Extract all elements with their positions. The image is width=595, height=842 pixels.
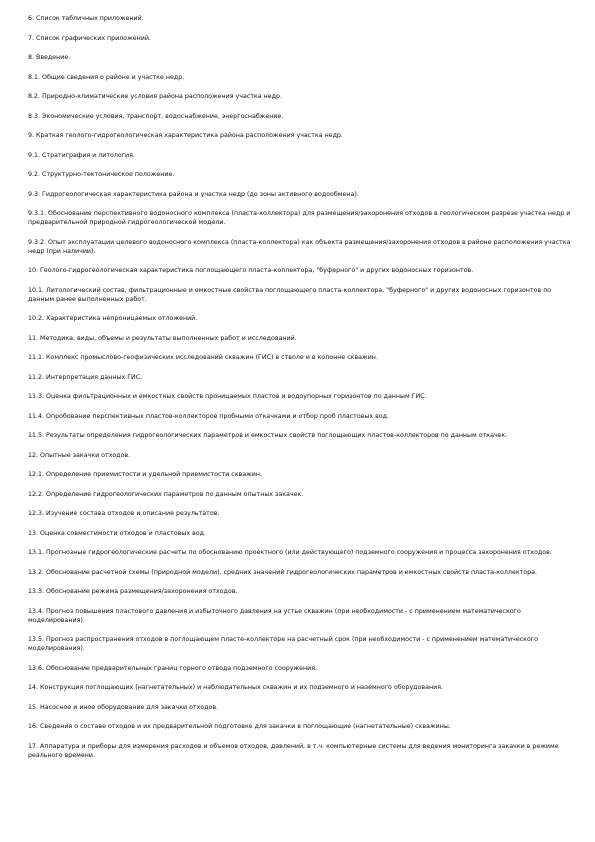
list-item: 13.2. Обоснование расчетной схемы (природной модели), средних значений гидрогеологических параметров и емкостных свойств пласта-коллектора.: [28, 568, 538, 576]
list-item: 7. Список графических приложений.: [28, 34, 151, 42]
list-item: 10.1. Литологический состав, фильтрационные и емкостные свойства поглощающего пласта-коллектора, "буферного" и других водоносных горизонтов по данным ранее выполненных работ.: [28, 286, 552, 303]
list-item: 8. Введение.: [28, 54, 71, 61]
list-item: 9.2. Структурно-тектоническое положение.: [28, 171, 175, 178]
list-item: 9. Краткая геолого-гидрогеологическая характеристика района расположения участка недр.: [28, 132, 343, 139]
list-item: 15. Насосное и иное оборудование для закачки отходов.: [28, 703, 219, 711]
list-item: 13.1. Прогнозные гидрогеологические расчеты по обоснованию проектного (или действующего) подземного сооружения и процесса захоронения отходов.: [28, 549, 552, 556]
list-item: 8.3. Экономические условия, транспорт, водоснабжение, энергоснабжение.: [28, 112, 284, 120]
list-item: 12.2. Определение гидрогеологических параметров по данным опытных закачек.: [28, 490, 304, 498]
list-item: 12.3. Изучение состава отходов и описание результатов.: [28, 510, 220, 517]
list-item: 13.6. Обоснование предварительных границ горного отвода подземного сооружения.: [28, 664, 318, 672]
list-item: 12.1. Определение приемистости и удельной приемистости скважин.: [28, 471, 263, 478]
list-item: 13.4. Прогноз повышения пластового давления и избыточного давления на устье скважин (при необходимости - с применением математического моделирования).: [28, 607, 521, 624]
list-item: 13. Оценка совместимости отходов и пластовых вод.: [28, 529, 207, 537]
list-item: 11.4. Опробование перспективных пластов-коллекторов пробными откачками и отбор проб пластовых вод.: [28, 412, 390, 420]
list-item: 6. Список табличных приложений.: [28, 15, 144, 22]
list-item: 13.5. Прогноз распространения отходов в поглощающем пласте-коллекторе на расчетный срок (при необходимости - с применением математического моделирования).: [28, 636, 538, 652]
list-item: 9.3.1. Обоснование перспективного водоносного комплекса (пласта-коллектора) для размещения/захоронения отходов в геологическом разрезе участка недр и предварительной природной гидрогеологической модели.: [28, 210, 571, 226]
list-item: 11.2. Интерпретация данных ГИС.: [28, 373, 143, 381]
list-item: 14. Конструкция поглощающих (нагнетательных) и наблюдательных скважин и их подземного и наземного оборудования.: [28, 684, 443, 691]
list-item: 8.2. Природно-климатические условия района расположения участка недр.: [28, 93, 282, 100]
list-item: 8.1. Общие сведения о районе и участке недр.: [28, 73, 185, 81]
list-item: 10.2. Характеристика непроницаемых отложений.: [28, 315, 198, 322]
list-item: 10. Геолого-гидрогеологическая характеристика поглощающего пласта-коллектора, "буферного" и других водоносных горизонтов.: [28, 267, 474, 274]
list-item: 11.1. Комплекс промыслово-геофизических исследований скважин (ГИС) в стволе и в колонне скважин.: [28, 354, 378, 361]
list-item: 9.3.2. Опыт эксплуатации целевого водоносного комплекса (пласта-коллектора) как объекта размещения/захоронения отходов в районе расположения участка недр (при наличии).: [28, 238, 571, 255]
list-item: 9.3. Гидрогеологическая характеристика района и участка недр (до зоны активного водообмена).: [28, 190, 359, 198]
list-item: 9.1. Стратиграфия и литология.: [28, 151, 135, 159]
list-item: 11. Методика, виды, объемы и результаты выполненных работ и исследований.: [28, 334, 297, 342]
list-item: 16. Сведения о составе отходов и их предварительной подготовке для закачки в поглощающие (нагнетательные) скважины.: [28, 723, 451, 730]
list-item: 11.5. Результаты определения гидрогеологических параметров и емкостных свойств поглощающих пластов-коллекторов по данным откачек.: [28, 432, 508, 439]
list-item: 13.3. Обоснование режима размещения/захоронения отходов.: [28, 588, 238, 595]
list-item: 12. Опытные закачки отходов.: [28, 451, 131, 459]
list-item: 17. Аппаратура и приборы для измерения расходов и объемов отходов, давлений, в т.ч. компьютерные системы для ведения мониторинга закачки в режиме реального времени.: [28, 742, 559, 759]
list-item: 11.3. Оценка фильтрационных и емкостных свойств проницаемых пластов и водоупорных горизонтов по данным ГИС.: [28, 393, 427, 400]
